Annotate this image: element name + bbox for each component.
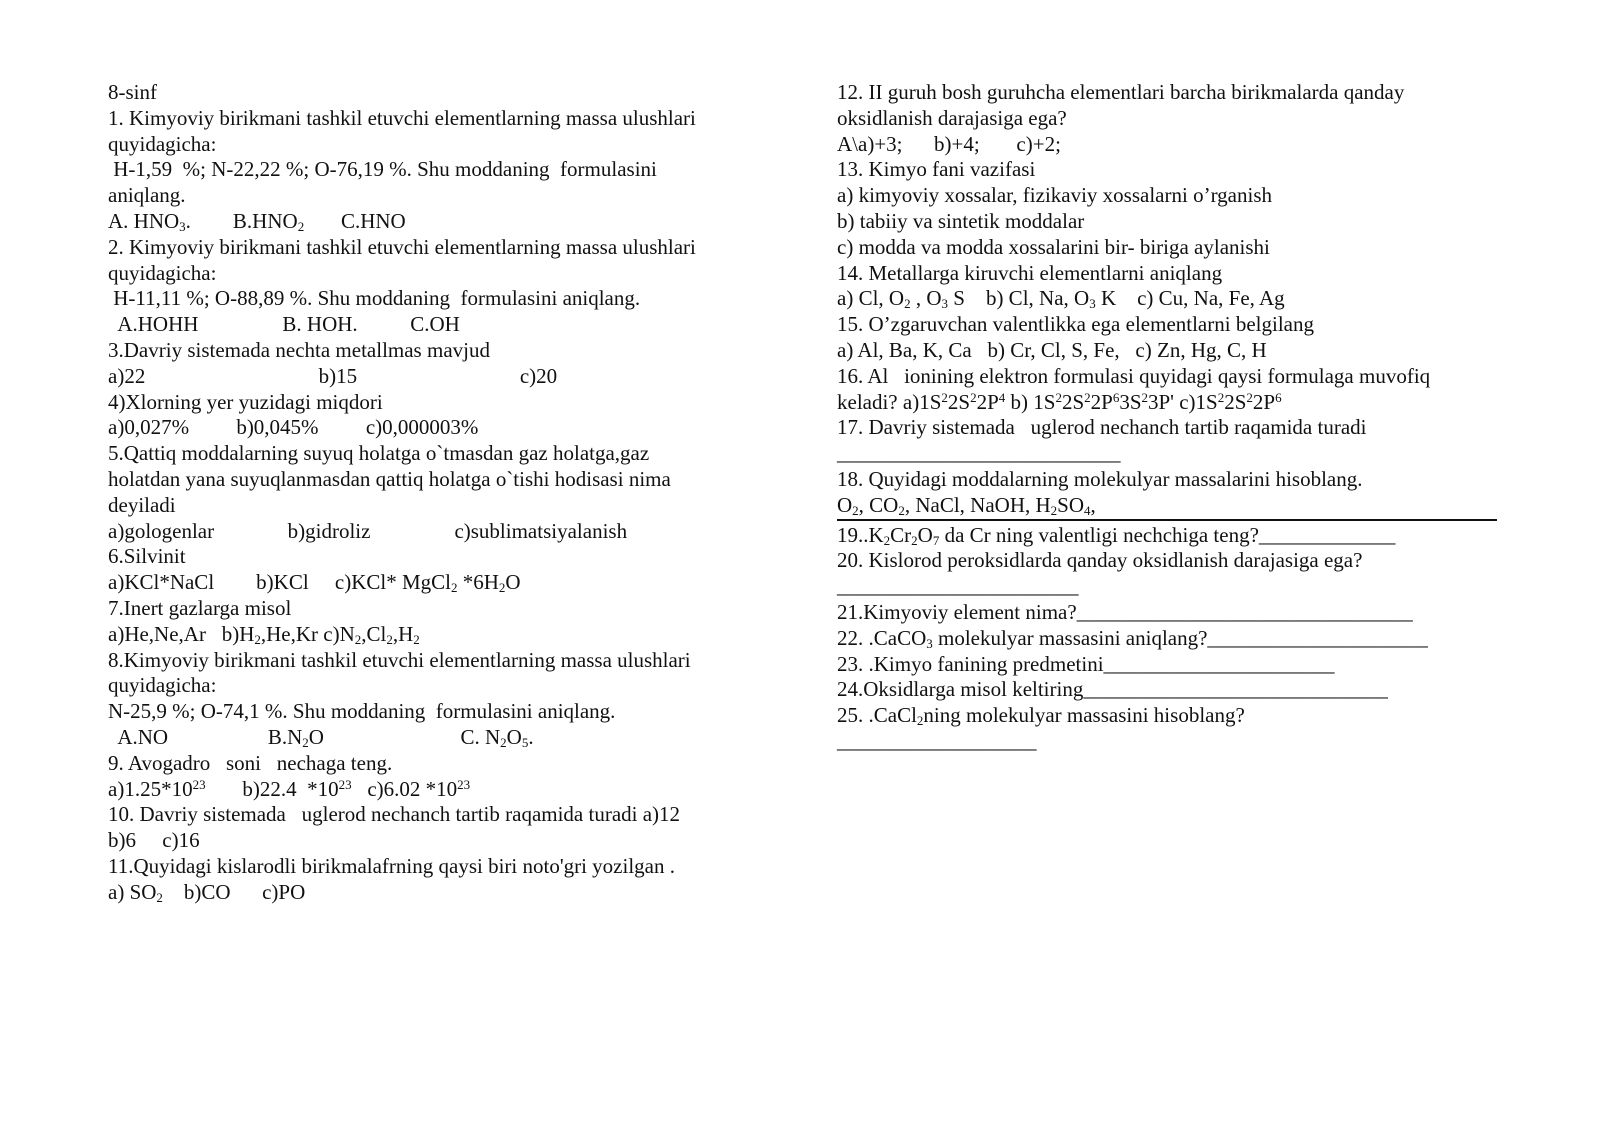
q6-options <box>108 570 758 596</box>
q12-option-a: A\a)+3; <box>837 131 903 156</box>
q6-text: 6.Silvinit <box>108 544 186 569</box>
q17-text: 17. Davriy sistemada uglerod nechanch tartib raqamida turadi <box>837 415 1367 440</box>
q3-option-a: a)22 <box>108 363 146 388</box>
q3-option-b: b)15 <box>318 363 358 388</box>
q2-option-c: C.OH <box>410 312 460 337</box>
q5-option-a: a)gologenlar <box>108 518 215 543</box>
q24-text: 24.Oksidlarga misol keltiring_____________________________ <box>837 677 1388 702</box>
q1-option-a: A. $HNO_3$. <box>108 208 191 234</box>
q8-line3: N-25,9 %; O-74,1 %. Shu moddaning formulasini aniqlang. <box>108 699 616 724</box>
q10-option-c: c)16 <box>162 828 200 853</box>
q12-options <box>837 132 1497 158</box>
q5-option-b: b)gidroliz <box>287 518 371 543</box>
q15-option-a: a) Al, Ba, K, Ca <box>837 337 972 362</box>
q12-option-c: c)+2; <box>1016 131 1061 156</box>
q12-line1: 12. II guruh bosh guruhcha elementlari barcha birikmalarda qanday <box>837 80 1405 104</box>
q7-text: 7.Inert gazlarga misol <box>108 595 292 620</box>
q25-text: 25. .CaCl$_2$ning molekulyar massasini hisoblang? <box>837 703 1245 729</box>
q14-option-b: b) Cl, Na, $O_3$ K <box>985 286 1117 312</box>
q11-text: 11.Quyidagi kislarodli birikmalafrning qaysi biri noto'gri yozilgan . <box>108 853 675 878</box>
right-column <box>837 80 1497 755</box>
q14-option-c: c) Cu, Na, Fe, Ag <box>1137 286 1285 311</box>
q21-text: 21.Kimyoviy element nima?________________________________ <box>837 599 1413 624</box>
q1-option-b: $B.HNO_2$ <box>232 208 305 234</box>
q13-option-a: a) kimyoviy xossalar, fizikaviy xossalarni o’rganish <box>837 183 1273 208</box>
q2-line3: H-11,11 %; O-88,89 %. Shu moddaning formulasini aniqlang. <box>108 286 641 311</box>
q2-option-a: A.HOHH <box>117 312 199 337</box>
q3-options <box>108 364 758 390</box>
q1-line4: aniqlang. <box>108 183 186 208</box>
q14-text: 14. Metallarga kiruvchi elementlarni aniqlang <box>837 260 1223 285</box>
q13-text: 13. Kimyo fani vazifasi <box>837 157 1036 182</box>
q11-option-a: a) $SO_2$ <box>108 879 163 905</box>
q7-option-a: a)He,Ne,Ar <box>108 621 206 646</box>
q10-option-b: b)6 <box>108 828 136 853</box>
q5-line1: 5.Qattiq moddalarning suyuq holatga o`tmasdan gaz holatga,gaz <box>108 441 650 466</box>
q19-text: $19..K_2Cr_2O_7$ da Cr ning valentligi nechchiga teng?_____________ <box>837 522 1396 548</box>
q10-line1: 10. Davriy sistemada uglerod nechanch tartib raqamida turadi a)12 <box>108 802 681 827</box>
q9-options <box>108 777 758 803</box>
q15-option-c: c) Zn, Hg, C, H <box>1135 337 1267 362</box>
q1-line1: 1. Kimyoviy birikmani tashkil etuvchi elementlarning massa ulushlari <box>108 105 696 130</box>
q1-line2: quyidagicha: <box>108 131 217 156</box>
q25-answer-blank[interactable]: ___________________ <box>837 728 1037 753</box>
q2-line1: 2. Kimyoviy birikmani tashkil etuvchi elementlarning massa ulushlari <box>108 234 696 259</box>
q6-option-c: c)KCl* MgCl$_2$ $*6H_2O$ <box>334 570 521 596</box>
grade-label: 8-sinf <box>108 80 157 104</box>
q2-line2: quyidagicha: <box>108 260 217 285</box>
q6-option-a: a)KCl*NaCl <box>108 570 215 595</box>
q9-option-b: b)22.4 $*10^{23}$ <box>242 776 352 801</box>
q18-answer-rule[interactable] <box>837 519 1497 521</box>
q17-answer-blank[interactable]: ___________________________ <box>837 441 1121 466</box>
q7-option-c: $c)N_2,Cl_2,H_2$ <box>323 621 420 647</box>
q12-line2: oksidlanish darajasiga ega? <box>837 105 1067 130</box>
q14-option-a: a) Cl, $O_2$ , $O_3$ S <box>837 286 965 312</box>
q4-option-a: a)0,027% <box>108 415 190 440</box>
q4-text: 4)Xlorning yer yuzidagi miqdori <box>108 389 383 414</box>
q4-option-b: b)0,045% <box>236 415 319 440</box>
q8-line1: 8.Kimyoviy birikmani tashkil etuvchi elementlarning massa ulushlari <box>108 647 691 672</box>
q7-option-b: $b)H_2,He,Kr$ <box>221 621 319 647</box>
q1-option-c: C.HNO <box>340 208 406 233</box>
q3-text: 3.Davriy sistemada nechta metallmas mavjud <box>108 337 490 362</box>
q6-option-b: b)KCl <box>256 570 309 595</box>
q14-options <box>837 286 1497 312</box>
q8-option-b: $B.N_2O$ <box>267 724 324 750</box>
q8-options <box>108 725 758 751</box>
q11-option-b: b)CO <box>183 879 231 904</box>
q8-option-c: C. $N_2O_5$. <box>460 724 534 750</box>
q1-options <box>108 209 758 235</box>
q11-options <box>108 880 758 906</box>
q15-options <box>837 338 1497 364</box>
q3-option-c: c)20 <box>519 363 558 388</box>
q13-option-c: c) modda va modda xossalarini bir- biriga aylanishi <box>837 234 1270 259</box>
q23-text: 23. .Kimyo fanining predmetini______________________ <box>837 651 1335 676</box>
q16-line1: 16. Al ionining elektron formulasi quyidagi qaysi formulaga muvofiq <box>837 363 1431 388</box>
q18-formulas: $O_2$, $CO_2$, NaCl, NaOH, $H_2SO_4$, <box>837 492 1096 518</box>
q5-line3: deyiladi <box>108 492 176 517</box>
q2-option-b: B. HOH. <box>282 312 358 337</box>
q13-option-b: b) tabiiy va sintetik moddalar <box>837 208 1085 233</box>
q16-line2: keladi? $a)1S^22S^22P^4$ b) $1S^22S^22P^63S^23P'$ $c)1S^22S^22P^6$ <box>837 389 1282 414</box>
q11-option-c: c)PO <box>262 879 306 904</box>
q5-option-c: c)sublimatsiyalanish <box>454 518 628 543</box>
q7-options <box>108 622 758 648</box>
q1-line3: H-1,59 %; N-22,22 %; O-76,19 %. Shu moddaning formulasini <box>108 157 657 182</box>
q4-option-c: c)0,000003% <box>365 415 479 440</box>
q12-option-b: b)+4; <box>934 131 980 156</box>
q9-text: 9. Avogadro soni nechaga teng. <box>108 750 393 775</box>
q5-options <box>108 519 758 545</box>
left-column <box>108 80 758 906</box>
q20-text: 20. Kislorod peroksidlarda qanday oksidlanish darajasiga ega? <box>837 548 1363 573</box>
q9-option-a: $a)1.25*10^{23}$ <box>108 776 206 801</box>
q20-answer-blank[interactable]: _______________________ <box>837 574 1079 599</box>
q22-text: 22. .CaCO$_3$ molekulyar massasini aniqlang?_____________________ <box>837 625 1428 651</box>
q8-line2: quyidagicha: <box>108 673 217 698</box>
q8-option-a: A.NO <box>117 724 169 749</box>
q15-option-b: b) Cr, Cl, S, Fe, <box>987 337 1120 362</box>
q4-options <box>108 415 758 441</box>
q2-options <box>108 312 758 338</box>
q10-options <box>108 828 758 854</box>
q18-text: 18. Quyidagi moddalarning molekulyar massalarini hisoblang. <box>837 466 1363 491</box>
q15-text: 15. O’zgaruvchan valentlikka ega elementlarni belgilang <box>837 312 1314 337</box>
q5-line2: holatdan yana suyuqlanmasdan qattiq holatga o`tishi hodisasi nima <box>108 466 671 491</box>
q9-option-c: c)6.02 $*10^{23}$ <box>367 776 471 801</box>
